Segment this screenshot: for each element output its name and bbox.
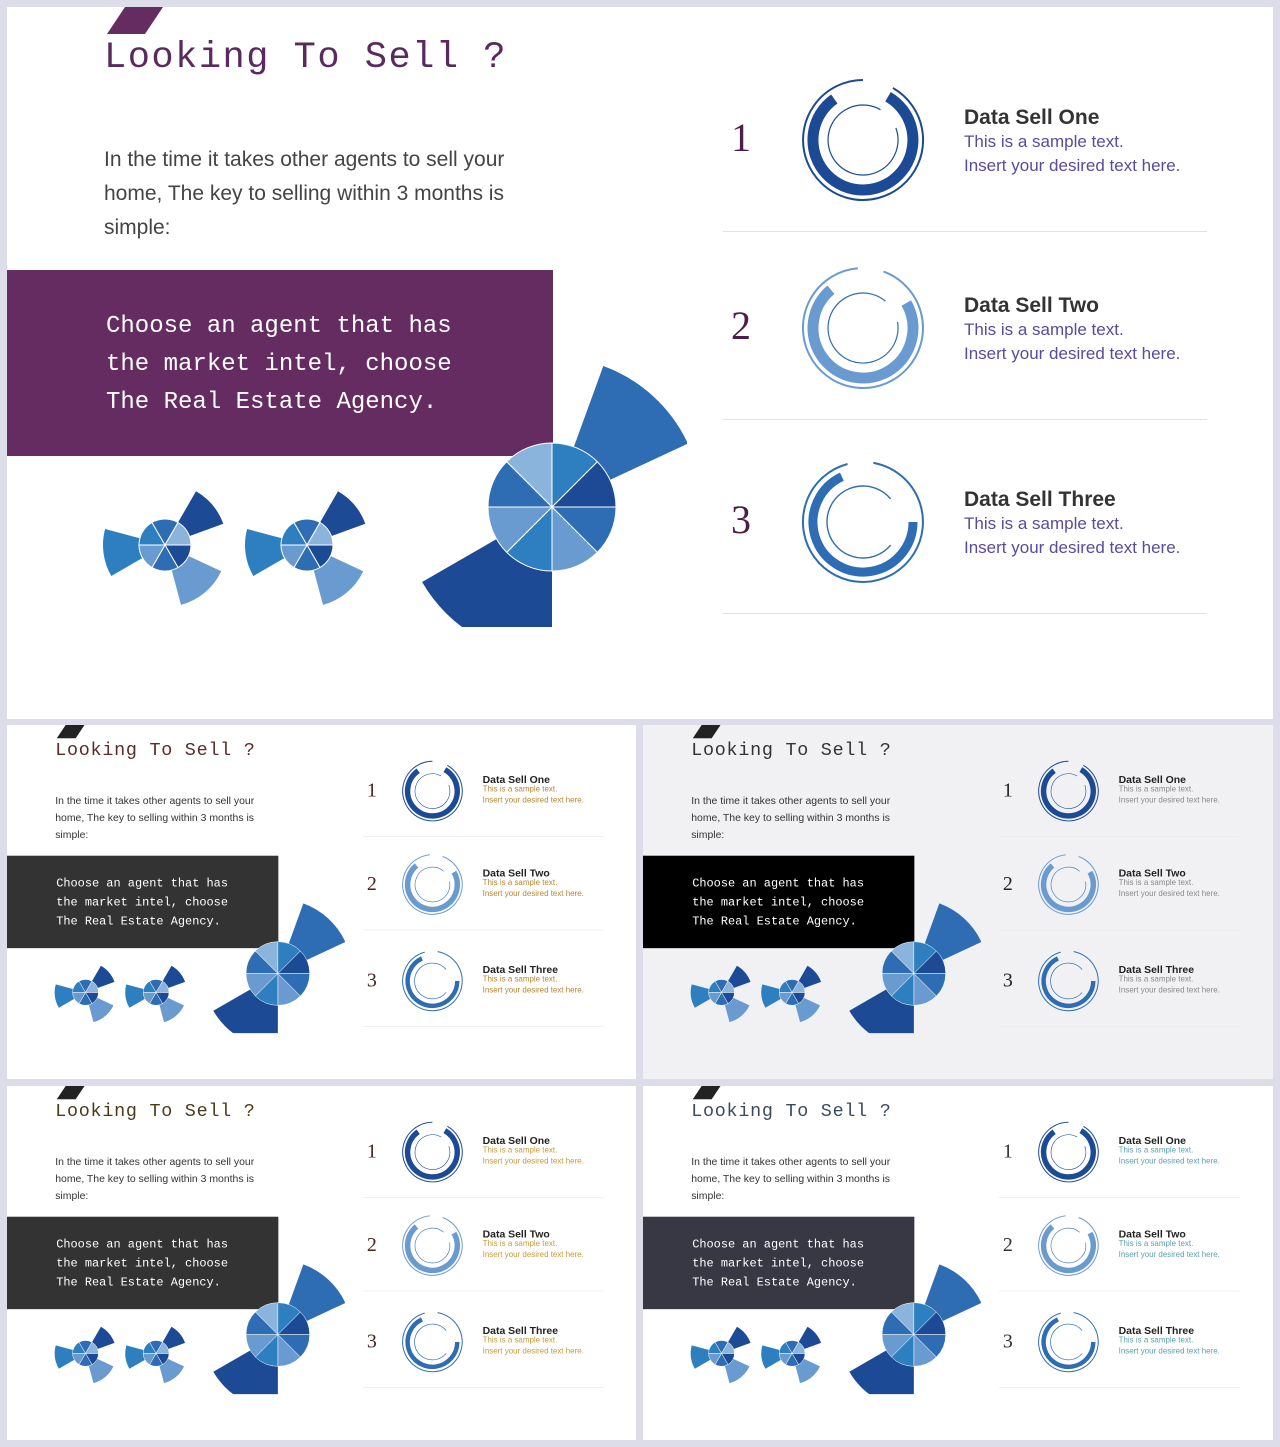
list-item[interactable] [999,1117,1240,1197]
ring-arc [403,1216,463,1276]
ring-chart-icon [402,950,464,1012]
item-text: Insert your desired text here. [482,985,584,995]
ring-arc [827,486,891,558]
pinwheel-graphics-front [643,1255,981,1394]
divider [723,231,1207,232]
intro-text: In the time it takes other agents to sell your home, The key to selling within 3 months is simple: [691,795,891,841]
list-item[interactable] [723,70,1207,230]
item-text: This is a sample text. [1118,1335,1194,1345]
page-title: Looking To Sell ? [55,739,256,761]
large-pinwheel-icon [849,1264,981,1394]
item-text: This is a sample text. [1118,878,1194,888]
ring-arc [803,80,923,200]
ring-arc [1039,1313,1099,1372]
ring-arc [403,1122,463,1182]
slash-accent [57,1086,85,1099]
slide-canvas [7,1086,636,1440]
ring-arc [403,761,463,821]
ring-chart-icon [402,1311,464,1373]
slide-canvas [643,1086,1272,1440]
list-item[interactable] [999,756,1240,836]
item-title: Data Sell Two [482,1228,550,1241]
item-text: This is a sample text. [482,785,558,794]
divider [723,613,1207,614]
item-text: This is a sample text. [482,974,558,984]
large-pinwheel-icon [422,366,687,627]
ring-chart-icon [402,854,464,916]
slide-variant-gray-gold[interactable] [7,1086,636,1440]
page-title: Looking To Sell ? [691,739,892,761]
ring-chart-icon [1038,760,1100,822]
item-number: 3 [1002,968,1013,991]
quote-text: Choose an agent that has the market intel, choose The Real Estate Agency. [56,877,228,929]
item-number: 3 [366,1329,377,1352]
item-text: Insert your desired text here. [482,889,584,898]
item-title: Data Sell One [1118,774,1186,786]
slide-variant-dark-gold[interactable] [7,725,636,1079]
item-text: Insert your desired text here. [964,156,1181,175]
slide-variant-slate-teal[interactable] [643,1086,1273,1440]
item-text: This is a sample text. [964,320,1124,339]
item-number: 2 [1002,872,1013,895]
item-title: Data Sell Three [482,1325,559,1337]
slide-canvas [7,7,1273,719]
pinwheel-graphics-front [7,347,687,627]
ring-chart-icon [402,760,464,822]
item-number: 3 [366,968,377,991]
item-title: Data Sell Three [1118,964,1195,976]
ring-arc [415,774,450,809]
item-number: 1 [366,778,377,802]
intro-text: In the time it takes other agents to sell your home, The key to selling within 3 months is simple: [55,795,255,841]
item-text: This is a sample text. [482,1146,558,1155]
item-number: 2 [366,872,377,895]
page-title: Looking To Sell ? [104,37,507,79]
item-text: Insert your desired text here. [482,1346,584,1356]
item-number: 2 [731,303,751,348]
item-number: 1 [366,1139,377,1163]
list-item[interactable] [999,850,1240,930]
item-text: Insert your desired text here. [1118,889,1220,898]
item-title: Data Sell Three [482,964,559,976]
ring-arc [415,867,450,902]
slide-canvas [7,725,636,1079]
item-number: 1 [1002,1139,1013,1163]
item-title: Data Sell One [482,1135,550,1147]
item-text: This is a sample text. [1118,1146,1194,1155]
item-text: Insert your desired text here. [1118,1250,1220,1259]
item-title: Data Sell Three [964,488,1116,511]
item-text: This is a sample text. [1118,785,1194,794]
large-pinwheel-icon [213,1264,345,1394]
page-title: Looking To Sell ? [691,1100,892,1122]
ring-arc [415,963,447,999]
item-number: 3 [731,497,751,542]
slide-main[interactable] [7,7,1273,719]
quote-text: Choose an agent that has the market intel, choose The Real Estate Agency. [692,1238,864,1290]
item-text: This is a sample text. [964,132,1124,151]
item-text: Insert your desired text here. [482,1157,584,1166]
ring-chart-icon [1038,1121,1100,1183]
ring-arc [1051,774,1086,809]
slash-accent [693,1086,721,1099]
list-item[interactable] [363,946,604,1026]
item-text: Insert your desired text here. [1118,1157,1220,1166]
item-text: Insert your desired text here. [1118,796,1220,805]
ring-arc [1051,1135,1086,1170]
intro-text: In the time it takes other agents to sell your home, The key to selling within 3 months is simple: [104,148,505,239]
ring-chart-icon [402,1121,464,1183]
ring-chart-icon [1038,1215,1100,1277]
quote-text: Choose an agent that has the market intel, choose The Real Estate Agency. [106,313,452,416]
divider [723,419,1207,420]
quote-text: Choose an agent that has the market intel, choose The Real Estate Agency. [692,877,864,929]
ring-arc [1039,1216,1099,1276]
ring-arc [1039,855,1099,915]
item-number: 1 [731,115,751,160]
list-item[interactable] [999,1211,1240,1291]
ring-arc [415,1135,450,1170]
ring-arc [803,268,923,388]
list-item[interactable] [999,1307,1240,1387]
list-item[interactable] [363,1211,604,1291]
slide-canvas [643,725,1272,1079]
item-text: This is a sample text. [1118,1239,1194,1249]
ring-arc [1051,963,1083,999]
ring-arc [1039,1122,1099,1182]
item-text: Insert your desired text here. [482,1250,584,1259]
item-text: Insert your desired text here. [1118,1346,1220,1356]
ring-arc [1051,1228,1086,1263]
item-text: This is a sample text. [482,1239,558,1249]
ring-arc [803,463,923,582]
item-title: Data Sell Two [1118,867,1186,880]
item-title: Data Sell Three [1118,1325,1195,1337]
item-text: This is a sample text. [964,514,1124,533]
list-item[interactable] [723,452,1207,612]
list-item[interactable] [723,258,1207,418]
ring-arc [1051,1324,1083,1360]
slash-accent [107,7,163,34]
item-text: Insert your desired text here. [1118,985,1220,995]
ring-arc [403,855,463,915]
item-text: Insert your desired text here. [964,344,1181,363]
list-item[interactable] [363,756,604,836]
item-title: Data Sell One [1118,1135,1186,1147]
ring-arc [403,1313,463,1372]
large-pinwheel-icon [849,903,981,1033]
slide-variant-black-gray[interactable] [643,725,1273,1079]
ring-arc [1051,867,1086,902]
slash-accent [693,725,721,738]
item-text: Insert your desired text here. [964,538,1181,557]
item-number: 3 [1002,1329,1013,1352]
list-item[interactable] [363,850,604,930]
ring-arc [1039,952,1099,1011]
item-text: This is a sample text. [1118,974,1194,984]
item-title: Data Sell One [482,774,550,786]
ring-chart-icon [1038,1311,1100,1373]
list-item[interactable] [363,1307,604,1387]
ring-arc [403,952,463,1011]
list-item[interactable] [363,1117,604,1197]
item-title: Data Sell Two [1118,1228,1186,1241]
slash-accent [57,725,85,738]
item-title: Data Sell Two [964,294,1099,317]
list-item[interactable] [999,946,1240,1026]
ring-chart-icon [402,1215,464,1277]
pinwheel-graphics-front [643,894,981,1033]
item-title: Data Sell Two [482,867,550,880]
ring-arc [415,1324,447,1360]
item-title: Data Sell One [964,106,1100,129]
intro-text: In the time it takes other agents to sell your home, The key to selling within 3 months is simple: [691,1156,891,1202]
item-text: Insert your desired text here. [482,796,584,805]
item-number: 2 [1002,1233,1013,1256]
ring-chart-icon [1038,950,1100,1012]
item-number: 2 [366,1233,377,1256]
pinwheel-graphics-front [7,894,345,1033]
item-text: This is a sample text. [482,1335,558,1345]
item-text: This is a sample text. [482,878,558,888]
intro-text: In the time it takes other agents to sell your home, The key to selling within 3 months is simple: [55,1156,255,1202]
ring-arc [415,1228,450,1263]
large-pinwheel-icon [213,903,345,1033]
ring-arc [828,293,898,363]
ring-chart-icon [1038,854,1100,916]
quote-text: Choose an agent that has the market intel, choose The Real Estate Agency. [56,1238,228,1290]
item-number: 1 [1002,778,1013,802]
ring-chart-icon [801,78,925,202]
ring-arc [1039,761,1099,821]
ring-arc [828,105,898,175]
ring-chart-icon [801,460,925,584]
pinwheel-graphics-front [7,1255,345,1394]
ring-chart-icon [801,266,925,390]
page-title: Looking To Sell ? [55,1100,256,1122]
